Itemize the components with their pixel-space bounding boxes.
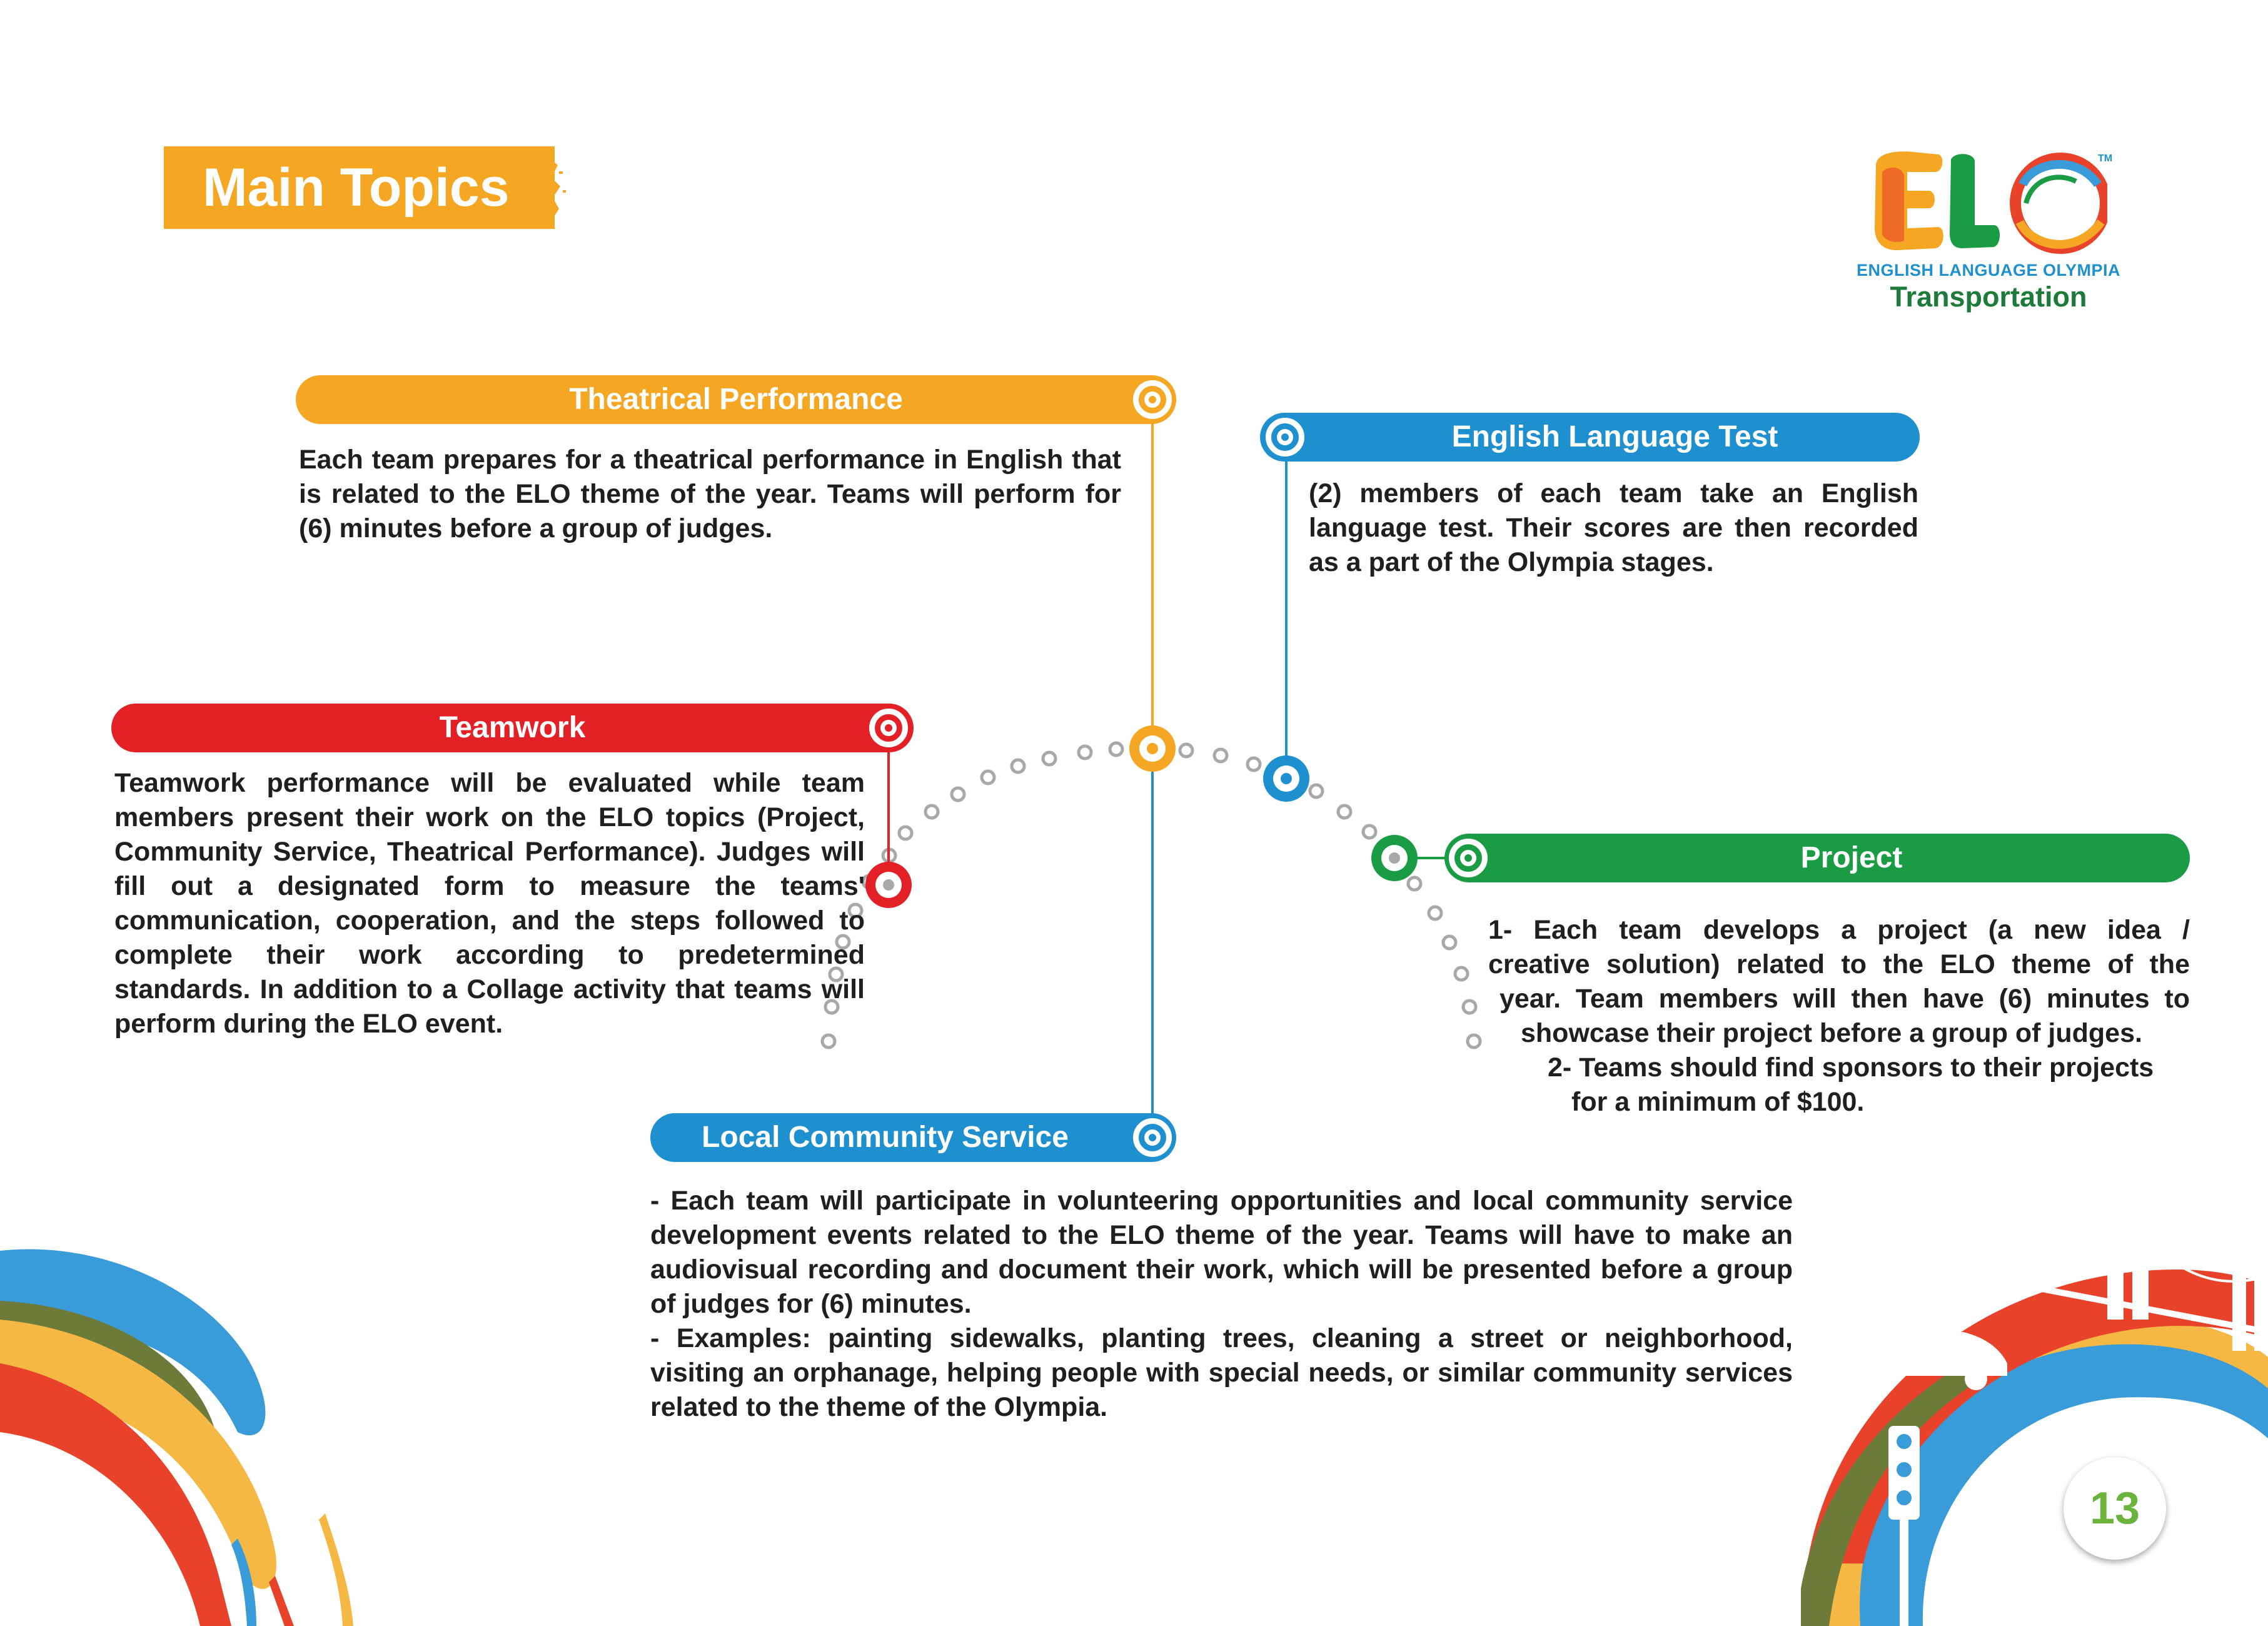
english-language-test-title: English Language Test bbox=[1451, 420, 1778, 453]
project-line: year. Team members will then have (6) minutes to bbox=[1499, 984, 2190, 1014]
project-banner bbox=[1444, 834, 2190, 882]
teamwork-title: Teamwork bbox=[439, 711, 586, 744]
theatrical-performance-title: Theatrical Performance bbox=[569, 383, 903, 416]
english-test-connector bbox=[1285, 438, 1288, 779]
theatrical-arc-dot bbox=[1129, 725, 1176, 772]
project-line: for a minimum of $100. bbox=[1571, 1087, 1865, 1117]
teamwork-text: Teamwork performance will be evaluated while team members present their work on the ELO topics (Project, Community Service, Theatrical Performance). Judges will fill out a designated form to measure the teams' communication, cooperation, and the steps followed to complete their work according to predetermined standards. In addition to a Collage activity that teams will perform during the ELO event. bbox=[114, 768, 865, 1039]
english-test-arc-dot bbox=[1263, 755, 1309, 802]
project-line: creative solution) related to the ELO theme of the bbox=[1488, 949, 2190, 979]
teamwork-banner bbox=[111, 704, 914, 752]
english-language-test-banner bbox=[1260, 413, 1920, 462]
english-language-test-text: (2) members of each team take an English language test. Their scores are then recorded as a part of the Olympia stages. bbox=[1309, 478, 1918, 577]
community-service-text-2: - Examples: painting sidewalks, planting trees, cleaning a street or neighborhood, visiting an orphanage, helping people with special needs, or similar community services related to the theme of the Olympia. bbox=[650, 1323, 1793, 1422]
theatrical-ring-icon bbox=[1133, 380, 1172, 419]
logo-theme: Transportation bbox=[1890, 281, 2087, 313]
page-title: Main Topics bbox=[203, 158, 510, 218]
trademark: TM bbox=[2098, 153, 2113, 164]
page-number-badge bbox=[2064, 1457, 2166, 1560]
project-text bbox=[1469, 913, 2190, 1119]
project-title: Project bbox=[1800, 841, 1903, 874]
local-community-service-banner bbox=[650, 1113, 1176, 1162]
community-ring-icon bbox=[1133, 1118, 1172, 1157]
page-number: 13 bbox=[2089, 1483, 2140, 1533]
teamwork-ring-icon bbox=[869, 709, 908, 747]
project-ring-icon bbox=[1449, 839, 1488, 877]
theatrical-performance-text: Each team prepares for a theatrical performance in English that is related to the ELO theme of the year. Teams will perform for (6) minutes before a group of judges. bbox=[299, 445, 1121, 543]
local-community-service-title: Local Community Service bbox=[702, 1121, 1069, 1154]
teamwork-arc-dot bbox=[865, 862, 912, 908]
community-connector bbox=[1151, 769, 1154, 1138]
theatrical-performance-banner bbox=[296, 375, 1176, 424]
project-line: 1- Each team develops a project (a new idea / bbox=[1488, 915, 2190, 945]
logo-subtitle: ENGLISH LANGUAGE OLYMPIA bbox=[1856, 261, 2121, 280]
english-test-ring-icon bbox=[1266, 418, 1304, 457]
project-line: showcase their project before a group of judges. bbox=[1521, 1018, 2142, 1048]
community-service-text-1: - Each team will participate in volunteering opportunities and local community service development events related to the ELO theme of the year. Teams will have to make an audiovisual recording and document their work, which will be presented before a group of judges for (6) minutes. bbox=[650, 1186, 1793, 1319]
project-arc-dot bbox=[1371, 835, 1418, 881]
project-line: 2- Teams should find sponsors to their projects bbox=[1548, 1053, 2154, 1083]
